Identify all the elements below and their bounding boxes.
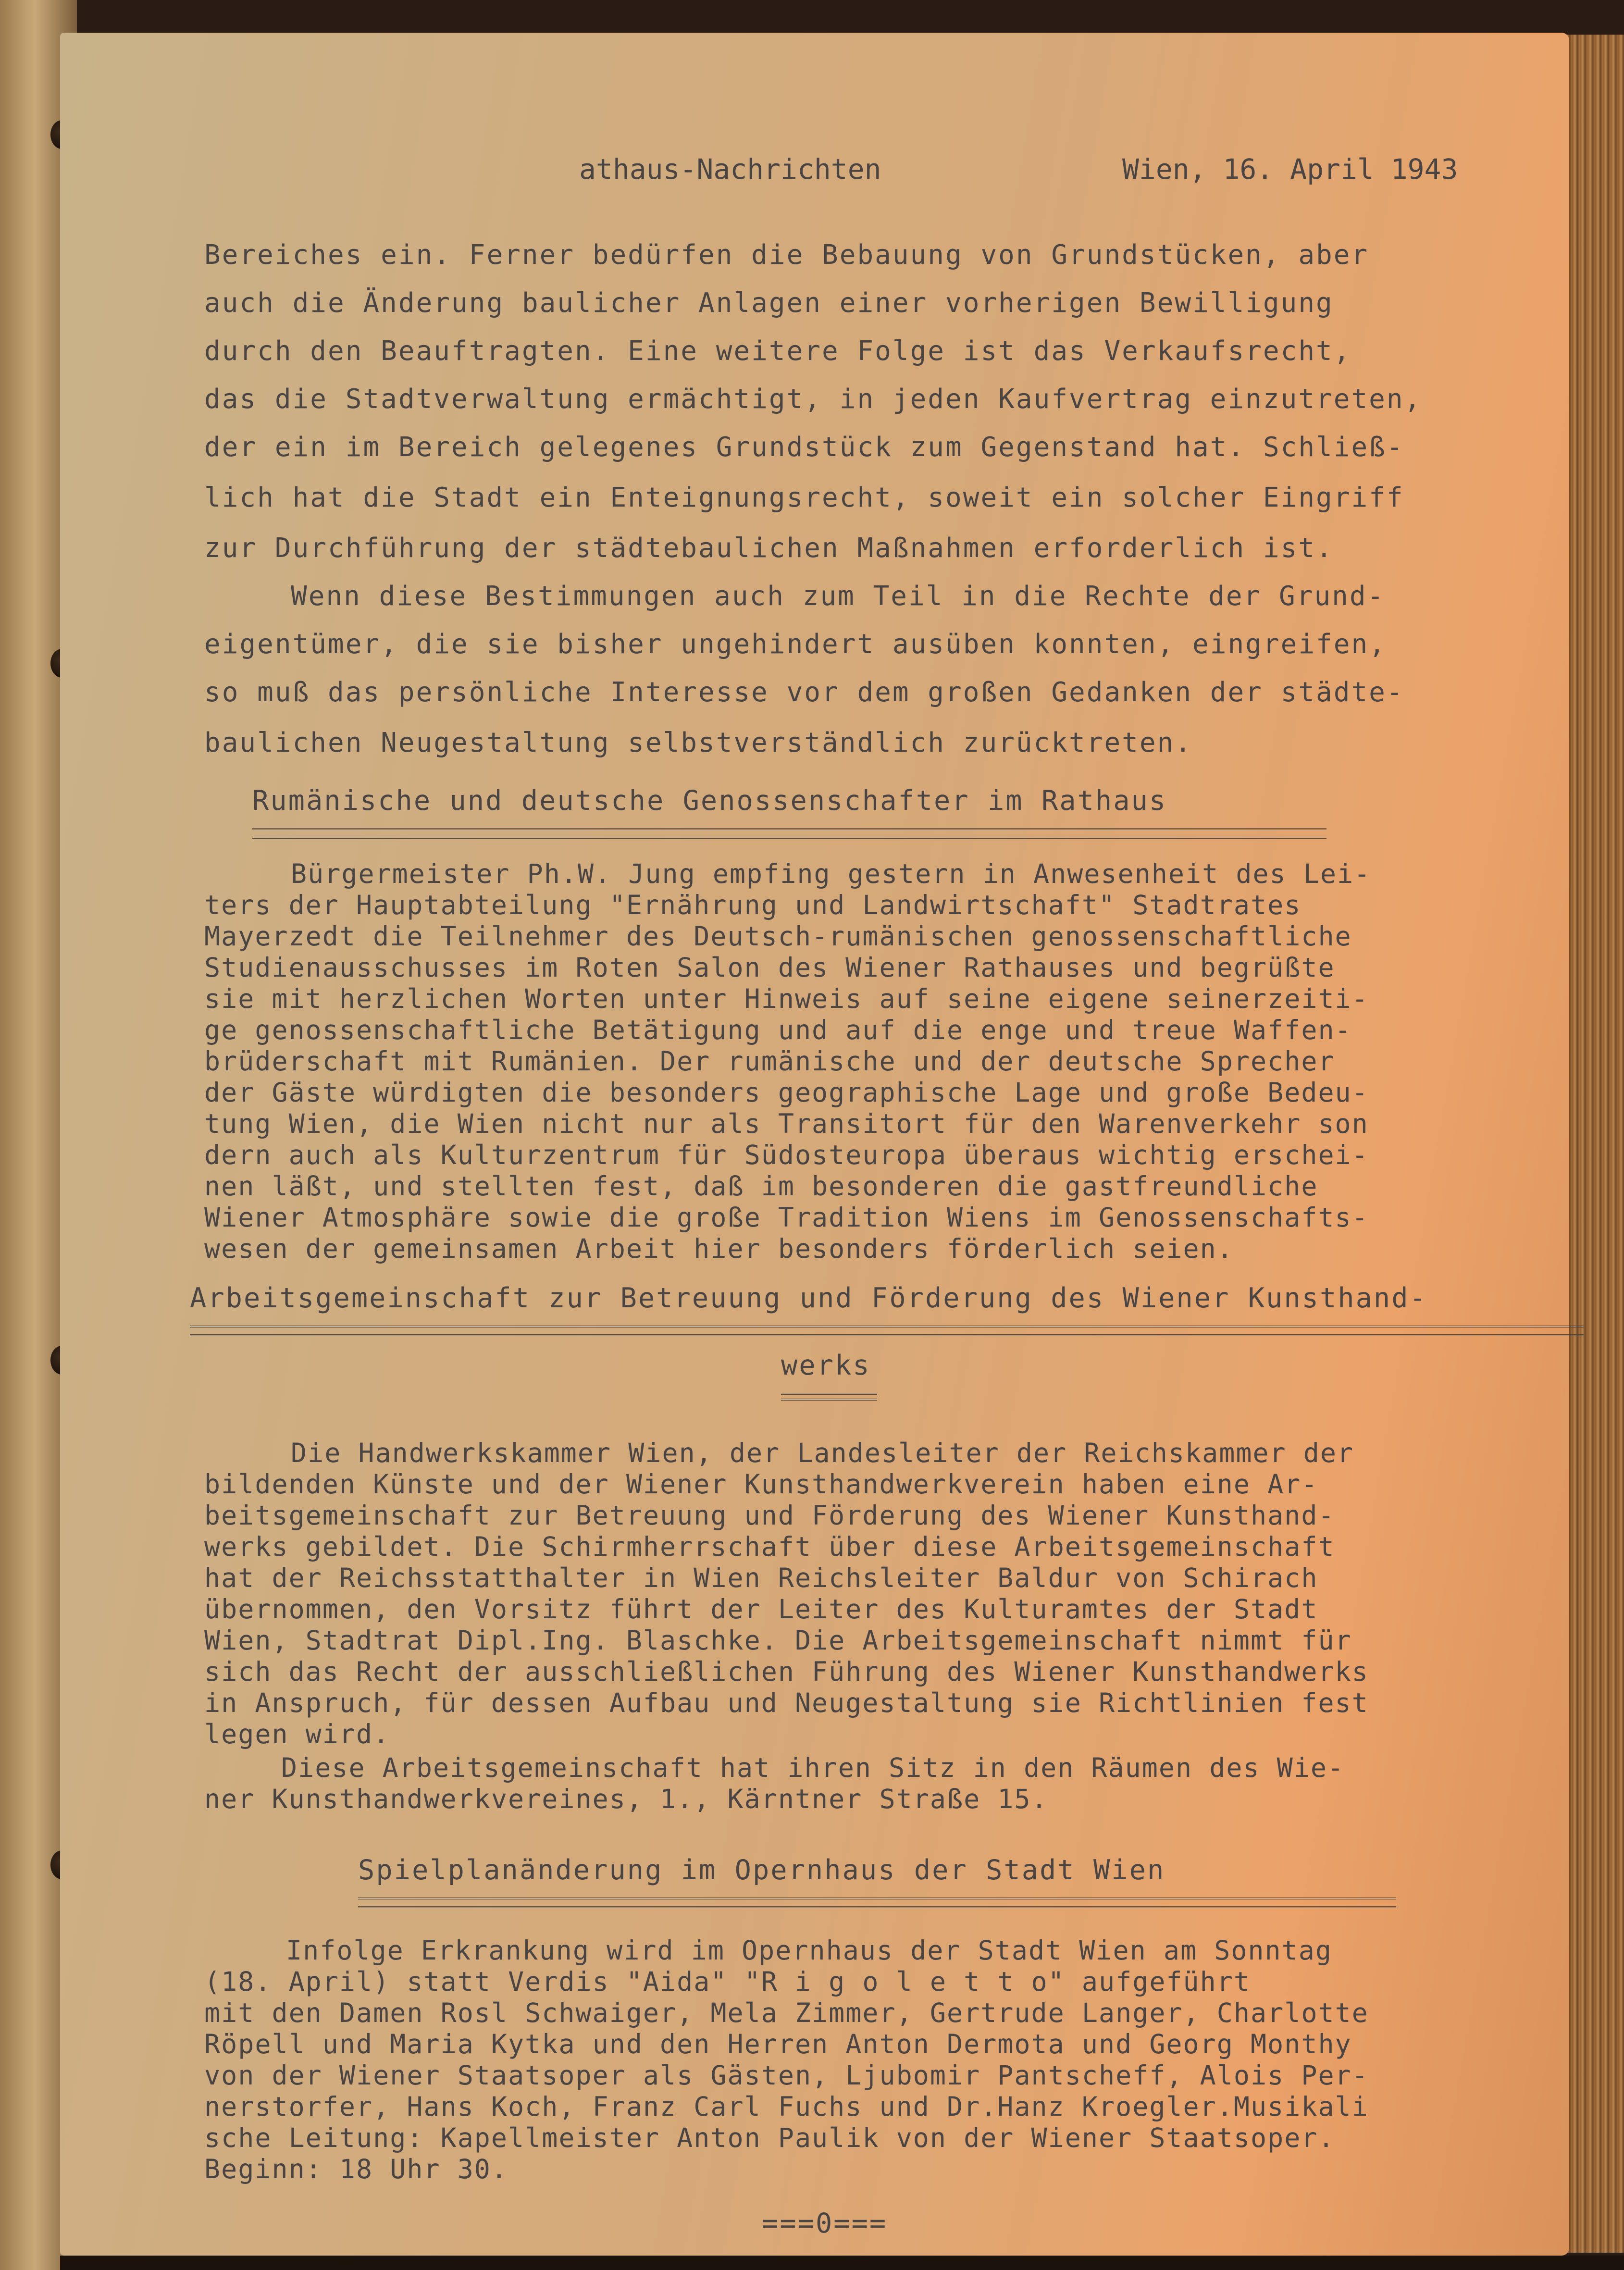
text-line: baulichen Neugestaltung selbstverständlich zurücktreten. [204,727,1193,758]
text-line: bildenden Künste und der Wiener Kunsthandwerkverein haben eine Ar- [204,1469,1318,1500]
text-line: Röpell und Maria Kytka und den Herren Anton Dermota und Georg Monthy [204,2029,1352,2059]
text-line: übernommen, den Vorsitz führt der Leiter des Kulturamtes der Stadt [204,1594,1318,1625]
text-line: sich das Recht der ausschließlichen Führung des Wiener Kunsthandwerks [204,1656,1369,1687]
text-line: werks gebildet. Die Schirmherrschaft über diese Arbeitsgemeinschaft [204,1531,1335,1562]
text-line: auch die Änderung baulicher Anlagen einer vorherigen Bewilligung [204,287,1334,319]
text-line: Studienausschusses im Roten Salon des Wiener Rathauses und begrüßte [204,952,1335,983]
text-line: Wiener Atmosphäre sowie die große Tradition Wiens im Genossenschafts- [204,1202,1369,1233]
section-heading: Arbeitsgemeinschaft zur Betreuung und Förderung des Wiener Kunsthand- [190,1282,1427,1314]
bottom-shadow [60,2256,1624,2270]
text-line: zur Durchführung der städtebaulichen Maßnahmen erforderlich ist. [204,533,1334,564]
text-line: Die Handwerkskammer Wien, der Landesleiter der Reichskammer der [291,1438,1354,1468]
text-line: eigentümer, die sie bisher ungehindert ausüben konnten, eingreifen, [204,629,1387,660]
typewritten-document [60,33,1569,2256]
text-line: legen wird. [204,1719,390,1749]
double-underline [252,828,1326,839]
text-line: brüderschaft mit Rumänien. Der rumänische und der deutsche Sprecher [204,1046,1335,1077]
text-line: Mayerzedt die Teilnehmer des Deutsch-rumänischen genossenschaftliche [204,921,1352,952]
header-date: Wien, 16. April 1943 [1122,153,1458,186]
text-line: so muß das persönliche Interesse vor dem großen Gedanken der städte- [204,677,1404,708]
text-line: nen läßt, und stellten fest, daß im besonderen die gastfreundliche [204,1171,1318,1202]
text-line: beitsgemeinschaft zur Betreuung und Förderung des Wiener Kunsthand- [204,1500,1335,1531]
text-line: nerstorfer, Hans Koch, Franz Carl Fuchs und Dr.Hanz Kroegler.Musikali [204,2091,1369,2122]
text-line: Infolge Erkrankung wird im Opernhaus der Stadt Wien am Sonntag [286,1935,1332,1966]
text-line: lich hat die Stadt ein Enteignungsrecht, soweit ein solcher Eingriff [204,482,1404,513]
text-line: ner Kunsthandwerkvereines, 1., Kärntner Straße 15. [204,1784,1048,1814]
document-page [60,33,1569,2256]
text-line: dern auch als Kulturzentrum für Südosteuropa überaus wichtig erschei- [204,1140,1369,1170]
text-line: (18. April) statt Verdis "Aida" "R i g o l e t t o" aufgeführt [204,1966,1251,1997]
text-line: in Anspruch, für dessen Aufbau und Neugestaltung sie Richtlinien fest [204,1687,1369,1718]
text-line: Wenn diese Bestimmungen auch zum Teil in die Rechte der Grund- [291,581,1385,612]
text-line: ters der Hauptabteilung "Ernährung und Landwirtschaft" Stadtrates [204,890,1302,920]
text-line: Diese Arbeitsgemeinschaft hat ihren Sitz in den Räumen des Wie- [281,1752,1345,1783]
text-line: hat der Reichsstatthalter in Wien Reichsleiter Baldur von Schirach [204,1563,1318,1593]
section-heading-continued: werks [781,1350,871,1381]
text-line: sche Leitung: Kapellmeister Anton Paulik von der Wiener Staatsoper. [204,2122,1335,2153]
text-line: von der Wiener Staatsoper als Gästen, Ljubomir Pantscheff, Alois Per- [204,2060,1369,2091]
double-underline [190,1326,1584,1336]
text-line: Wien, Stadtrat Dipl.Ing. Blaschke. Die Arbeitsgemeinschaft nimmt für [204,1625,1352,1656]
end-mark: ===0=== [762,2208,888,2239]
double-underline [358,1898,1396,1908]
text-line: der Gäste würdigten die besonders geographische Lage und große Bedeu- [204,1077,1369,1108]
text-line: Beginn: 18 Uhr 30. [204,2154,508,2184]
page-edges [1564,35,1624,2253]
text-line: wesen der gemeinsamen Arbeit hier besonders förderlich seien. [204,1233,1234,1264]
text-line: ge genossenschaftliche Betätigung und auf die enge und treue Waffen- [204,1015,1352,1045]
section-heading: Rumänische und deutsche Genossenschafter im Rathaus [252,785,1167,817]
text-line: sie mit herzlichen Worten unter Hinweis auf seine eigene seinerzeiti- [204,983,1369,1014]
header-source: athaus-Nachrichten [579,153,881,186]
text-line: mit den Damen Rosl Schwaiger, Mela Zimmer, Gertrude Langer, Charlotte [204,1997,1369,2028]
text-line: der ein im Bereich gelegenes Grundstück zum Gegenstand hat. Schließ- [204,432,1404,463]
section-heading: Spielplanänderung im Opernhaus der Stadt Wien [358,1854,1165,1886]
text-line: Bereiches ein. Ferner bedürfen die Bebauung von Grundstücken, aber [204,239,1369,271]
double-underline [781,1393,877,1401]
text-line: das die Stadtverwaltung ermächtigt, in jeden Kaufvertrag einzutreten, [204,384,1422,415]
text-line: tung Wien, die Wien nicht nur als Transitort für den Warenverkehr son [204,1108,1369,1139]
text-line: durch den Beauftragten. Eine weitere Folge ist das Verkaufsrecht, [204,335,1351,367]
text-line: Bürgermeister Ph.W. Jung empfing gestern in Anwesenheit des Lei- [291,858,1371,889]
